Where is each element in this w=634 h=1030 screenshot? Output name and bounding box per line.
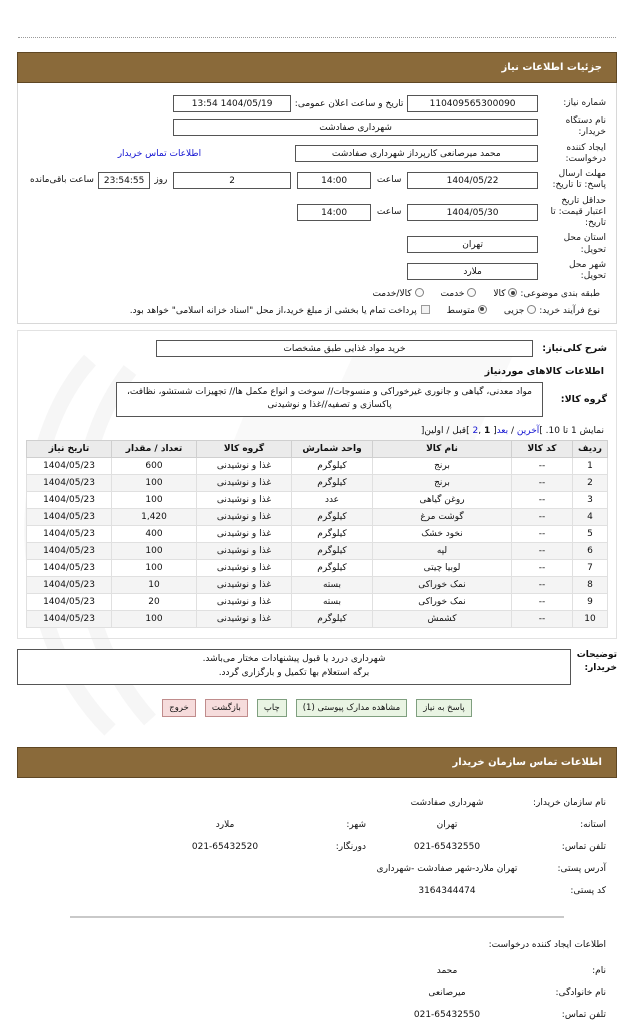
- creator-section-title: اطلاعات ایجاد کننده درخواست:: [488, 939, 606, 950]
- pagination-comma: ,: [478, 425, 484, 436]
- radio-jozei-icon[interactable]: [527, 305, 536, 314]
- col-unit: واحد شمارش: [292, 440, 373, 457]
- cell-name: برنج: [373, 457, 512, 474]
- radio-kala-icon[interactable]: [508, 288, 517, 297]
- pagination: [26, 426, 604, 436]
- creator-row-last: [25, 982, 609, 1004]
- goods-section-title: اطلاعات کالاهای موردنیاز: [484, 365, 604, 377]
- treasury-checkbox-label: پرداخت تمام یا بخشی از مبلغ خرید،از محل "اسناد خزانه اسلامی" خواهد بود.: [129, 305, 417, 316]
- cell-name: نمک خوراکی: [373, 593, 512, 610]
- pagination-page-2-link[interactable]: 2: [472, 425, 479, 436]
- cell-qty: 400: [112, 525, 197, 542]
- deadline-hour-label: ساعت: [376, 175, 402, 186]
- need-details-form: [26, 93, 608, 284]
- cell-radif: 9: [573, 593, 608, 610]
- section-header-buyer-contact: [17, 747, 617, 778]
- contact-postal-value: 3164344474: [418, 885, 476, 896]
- cell-code: --: [512, 610, 573, 627]
- buyer-org-label: نام دستگاه خریدار:: [565, 116, 606, 138]
- buyer-notes-text: [17, 649, 571, 685]
- creator-last-label: نام خانوادگی:: [555, 987, 606, 998]
- col-name: نام کالا: [373, 440, 512, 457]
- table-row[interactable]: [27, 474, 608, 491]
- cell-unit: بسته: [292, 576, 373, 593]
- buyer-contact-link[interactable]: اطلاعات تماس خریدار: [117, 148, 202, 159]
- cell-group: غذا و نوشیدنی: [197, 508, 292, 525]
- contact-postal-label: کد پستی:: [570, 885, 606, 896]
- cell-code: --: [512, 508, 573, 525]
- form-row-creator: [26, 141, 608, 168]
- table-row[interactable]: [27, 508, 608, 525]
- form-row-validity: [26, 194, 608, 232]
- buyer-contact-panel: [17, 778, 617, 1030]
- cell-code: --: [512, 457, 573, 474]
- col-radif: ردیف: [573, 440, 608, 457]
- cell-name: لپه: [373, 542, 512, 559]
- cell-date: 1404/05/23: [27, 474, 112, 491]
- contact-address-label: آدرس پستی:: [557, 863, 606, 874]
- cell-qty: 100: [112, 542, 197, 559]
- process-option-jozei[interactable]: [501, 306, 536, 316]
- need-details-panel: [17, 83, 617, 324]
- cell-qty: 20: [112, 593, 197, 610]
- form-row-city: [26, 258, 608, 285]
- summary-label: شرح کلی‌نیاز:: [542, 342, 607, 354]
- creator-phone-value: 021-65432550: [413, 1009, 481, 1020]
- remaining-hours-label: ساعت باقی‌مانده: [30, 175, 94, 186]
- cell-unit: بسته: [292, 593, 373, 610]
- contact-city-value: ملارد: [215, 819, 235, 830]
- cell-code: --: [512, 474, 573, 491]
- cell-unit: کیلوگرم: [292, 610, 373, 627]
- cell-unit: کیلوگرم: [292, 559, 373, 576]
- radio-motevaset-icon[interactable]: [478, 305, 487, 314]
- cell-radif: 7: [573, 559, 608, 576]
- cell-code: --: [512, 491, 573, 508]
- process-option-jozei-label: جزیی: [503, 305, 525, 316]
- contact-phone-label: تلفن تماس:: [561, 841, 606, 852]
- cell-radif: 10: [573, 610, 608, 627]
- view-attachments-button[interactable]: مشاهده مدارک پیوستی (1): [296, 699, 407, 717]
- cell-group: غذا و نوشیدنی: [197, 593, 292, 610]
- cell-code: --: [512, 525, 573, 542]
- cell-unit: کیلوگرم: [292, 508, 373, 525]
- creator-first-label: نام:: [592, 965, 606, 976]
- table-row[interactable]: [27, 542, 608, 559]
- pagination-next-link[interactable]: بعد: [496, 425, 509, 436]
- process-option-motevaset-label: متوسط: [446, 305, 475, 316]
- radio-khedmat-icon[interactable]: [467, 288, 476, 297]
- cell-group: غذا و نوشیدنی: [197, 559, 292, 576]
- form-row-province: [26, 231, 608, 258]
- goods-group-row: [26, 381, 608, 418]
- contact-section-title: اطلاعات تماس سازمان خریدار: [452, 756, 602, 768]
- col-qty: تعداد / مقدار: [112, 440, 197, 457]
- cell-qty: 100: [112, 559, 197, 576]
- page-title: جزئیات اطلاعات نیاز: [501, 62, 602, 73]
- creator-last-value: میرصانعی: [428, 987, 466, 998]
- process-label: نوع فرآیند خرید:: [539, 305, 600, 316]
- cell-date: 1404/05/23: [27, 457, 112, 474]
- province-field[interactable]: تهران: [407, 236, 537, 253]
- buyer-contact-table: [25, 792, 609, 902]
- back-button[interactable]: بازگشت: [205, 699, 248, 717]
- cell-date: 1404/05/23: [27, 593, 112, 610]
- cell-date: 1404/05/23: [27, 610, 112, 627]
- contact-org-label: نام سازمان خریدار:: [533, 797, 606, 808]
- cell-date: 1404/05/23: [27, 525, 112, 542]
- cell-date: 1404/05/23: [27, 576, 112, 593]
- creator-title-row: [25, 934, 609, 960]
- validity-label: حداقل تاریخ اعتبار قیمت: تا تاریخ:: [550, 195, 606, 228]
- contact-province-value: تهران: [436, 819, 458, 830]
- cell-code: --: [512, 576, 573, 593]
- top-divider: [18, 37, 616, 38]
- contact-address-value: تهران ملارد-شهر صفادشت -شهرداری: [376, 863, 518, 874]
- buyer-org-field[interactable]: شهرداری صفادشت: [173, 119, 537, 136]
- city-field[interactable]: ملارد: [407, 263, 537, 280]
- buyer-notes-line-1: شهرداری دررد یا قبول پیشنهادات مختار می‌باشد.: [202, 653, 386, 664]
- days-unit-label: روز: [154, 175, 168, 186]
- cell-qty: 1,420: [112, 508, 197, 525]
- contact-city-label: شهر:: [346, 819, 366, 830]
- cell-date: 1404/05/23: [27, 491, 112, 508]
- announce-datetime-field[interactable]: 1404/05/19 13:54: [173, 95, 290, 112]
- cell-code: --: [512, 559, 573, 576]
- province-label: استان محل تحویل:: [563, 233, 606, 255]
- category-option-kala-khedmat[interactable]: [372, 289, 423, 299]
- need-number-label: شماره نیاز:: [563, 97, 606, 108]
- respond-to-need-button[interactable]: پاسخ به نیاز: [416, 699, 472, 717]
- col-code: کد کالا: [512, 440, 573, 457]
- contact-row-province: [25, 814, 609, 836]
- pagination-sep: /: [508, 425, 517, 436]
- treasury-checkbox-group[interactable]: [130, 306, 430, 316]
- goods-section: [17, 330, 617, 639]
- form-row-buyer-org: [26, 114, 608, 141]
- contact-row-address: [25, 858, 609, 880]
- cell-name: نمک خوراکی: [373, 576, 512, 593]
- validity-hour-label: ساعت: [376, 207, 402, 218]
- table-row[interactable]: [27, 491, 608, 508]
- cell-name: کشمش: [373, 610, 512, 627]
- creator-label: ایجاد کننده درخواست:: [565, 142, 606, 164]
- contact-divider: [70, 916, 564, 918]
- table-row[interactable]: [27, 610, 608, 627]
- buyer-notes: [17, 649, 617, 685]
- contact-fax-label: دورنگار:: [335, 841, 366, 852]
- cell-group: غذا و نوشیدنی: [197, 610, 292, 627]
- pagination-last-link[interactable]: آخرین: [516, 425, 540, 436]
- need-number-field[interactable]: 110409565300090: [407, 95, 537, 112]
- cell-radif: 2: [573, 474, 608, 491]
- creator-row-first: [25, 960, 609, 982]
- buyer-notes-label-line1: توضیحات: [576, 649, 617, 660]
- cell-radif: 4: [573, 508, 608, 525]
- cell-unit: کیلوگرم: [292, 474, 373, 491]
- category-option-kala[interactable]: [490, 289, 517, 299]
- goods-table-body: [27, 457, 608, 627]
- contact-row-org: [25, 792, 609, 814]
- contact-row-phone: [25, 836, 609, 858]
- validity-date-field[interactable]: 1404/05/30: [407, 204, 537, 221]
- pagination-suffix: ]قبل / اولین[: [420, 425, 473, 436]
- creator-table: [25, 934, 609, 1026]
- contact-row-postal: [25, 880, 609, 902]
- cell-qty: 100: [112, 491, 197, 508]
- cell-date: 1404/05/23: [27, 508, 112, 525]
- cell-radif: 6: [573, 542, 608, 559]
- cell-group: غذا و نوشیدنی: [197, 474, 292, 491]
- cell-radif: 3: [573, 491, 608, 508]
- deadline-label: مهلت ارسال پاسخ: تا تاریخ:: [552, 169, 606, 191]
- radio-kala-khedmat-icon[interactable]: [415, 288, 424, 297]
- summary-field[interactable]: خرید مواد غذایی طبق مشخصات: [156, 340, 533, 357]
- category-option-kala-khedmat-label: کالا/خدمت: [372, 289, 412, 300]
- table-row[interactable]: [27, 593, 608, 610]
- creator-phone-label: تلفن تماس:: [561, 1009, 606, 1020]
- city-label: شهر محل تحویل:: [569, 259, 606, 281]
- contact-org-value: شهرداری صفادشت: [410, 797, 484, 808]
- cell-radif: 5: [573, 525, 608, 542]
- col-date: تاریخ نیاز: [27, 440, 112, 457]
- category-option-khedmat-label: خدمت: [440, 289, 465, 300]
- category-label: طبقه بندی موضوعی:: [520, 289, 600, 300]
- validity-time-field[interactable]: 14:00: [297, 204, 372, 221]
- table-row[interactable]: [27, 559, 608, 576]
- col-group: گروه کالا: [197, 440, 292, 457]
- cell-date: 1404/05/23: [27, 542, 112, 559]
- pagination-page-1: 1: [483, 425, 491, 436]
- goods-group-label: گروه کالا:: [560, 393, 607, 405]
- form-row-need-number: [26, 93, 608, 114]
- cell-name: لوبیا چیتی: [373, 559, 512, 576]
- summary-row: [26, 339, 608, 358]
- cell-group: غذا و نوشیدنی: [197, 457, 292, 474]
- cell-group: غذا و نوشیدنی: [197, 525, 292, 542]
- pagination-prefix: نمایش 1 تا 10. ]: [539, 425, 604, 436]
- cell-group: غذا و نوشیدنی: [197, 491, 292, 508]
- creator-field[interactable]: محمد میرصانعی کارپرداز شهرداری صفادشت: [295, 145, 538, 162]
- cell-unit: کیلوگرم: [292, 542, 373, 559]
- section-header-need-details: [17, 52, 617, 83]
- cell-qty: 10: [112, 576, 197, 593]
- creator-row-phone: [25, 1004, 609, 1026]
- cell-qty: 100: [112, 610, 197, 627]
- cell-qty: 600: [112, 457, 197, 474]
- cell-radif: 8: [573, 576, 608, 593]
- announce-label: تاریخ و ساعت اعلان عمومی:: [294, 98, 404, 109]
- checkbox-treasury-icon[interactable]: [421, 305, 430, 314]
- contact-province-label: استانه:: [580, 819, 606, 830]
- cell-code: --: [512, 542, 573, 559]
- cell-group: غذا و نوشیدنی: [197, 576, 292, 593]
- pagination-mid: [: [490, 425, 497, 436]
- contact-phone-value: 021-65432550: [413, 841, 481, 852]
- cell-unit: کیلوگرم: [292, 525, 373, 542]
- buyer-notes-line-2: برگه استعلام بها تکمیل و بارگزاری گردد.: [218, 667, 370, 678]
- goods-table-header-row: [27, 440, 608, 457]
- deadline-date-field[interactable]: 1404/05/22: [407, 172, 537, 189]
- process-option-motevaset[interactable]: [444, 306, 487, 316]
- category-row: [26, 284, 608, 300]
- process-row: [26, 301, 608, 317]
- cell-group: غذا و نوشیدنی: [197, 542, 292, 559]
- cell-name: نخود خشک: [373, 525, 512, 542]
- category-option-kala-label: کالا: [493, 289, 506, 300]
- cell-date: 1404/05/23: [27, 559, 112, 576]
- remaining-time-field[interactable]: 23:54:55: [98, 172, 150, 189]
- table-row[interactable]: [27, 576, 608, 593]
- table-row[interactable]: [27, 457, 608, 474]
- cell-unit: عدد: [292, 491, 373, 508]
- cell-name: روغن گیاهی: [373, 491, 512, 508]
- action-buttons: [14, 699, 620, 717]
- category-option-khedmat[interactable]: [438, 289, 477, 299]
- remaining-days-field[interactable]: 2: [173, 172, 290, 189]
- print-button[interactable]: چاپ: [257, 699, 287, 717]
- contact-fax-value: 021-65432520: [191, 841, 259, 852]
- cell-name: گوشت مرغ: [373, 508, 512, 525]
- buyer-notes-label: [575, 649, 617, 685]
- buyer-notes-label-line2: خریدار:: [584, 663, 617, 674]
- cell-radif: 1: [573, 457, 608, 474]
- cell-qty: 100: [112, 474, 197, 491]
- goods-table: [26, 440, 608, 628]
- cell-unit: کیلوگرم: [292, 457, 373, 474]
- cell-name: برنج: [373, 474, 512, 491]
- cell-code: --: [512, 593, 573, 610]
- form-row-deadline: [26, 167, 608, 194]
- creator-first-value: محمد: [436, 965, 458, 976]
- goods-group-field[interactable]: مواد معدنی، گیاهی و جانوری غیرخوراکی و منسوجات// سوخت و انواع مکمل ها// تجهیزات شستشو، نظافت، پاکسازی و تصفیه//غذا و نوشیدنی: [116, 382, 543, 417]
- deadline-time-field[interactable]: 14:00: [297, 172, 372, 189]
- exit-button[interactable]: خروج: [162, 699, 196, 717]
- table-row[interactable]: [27, 525, 608, 542]
